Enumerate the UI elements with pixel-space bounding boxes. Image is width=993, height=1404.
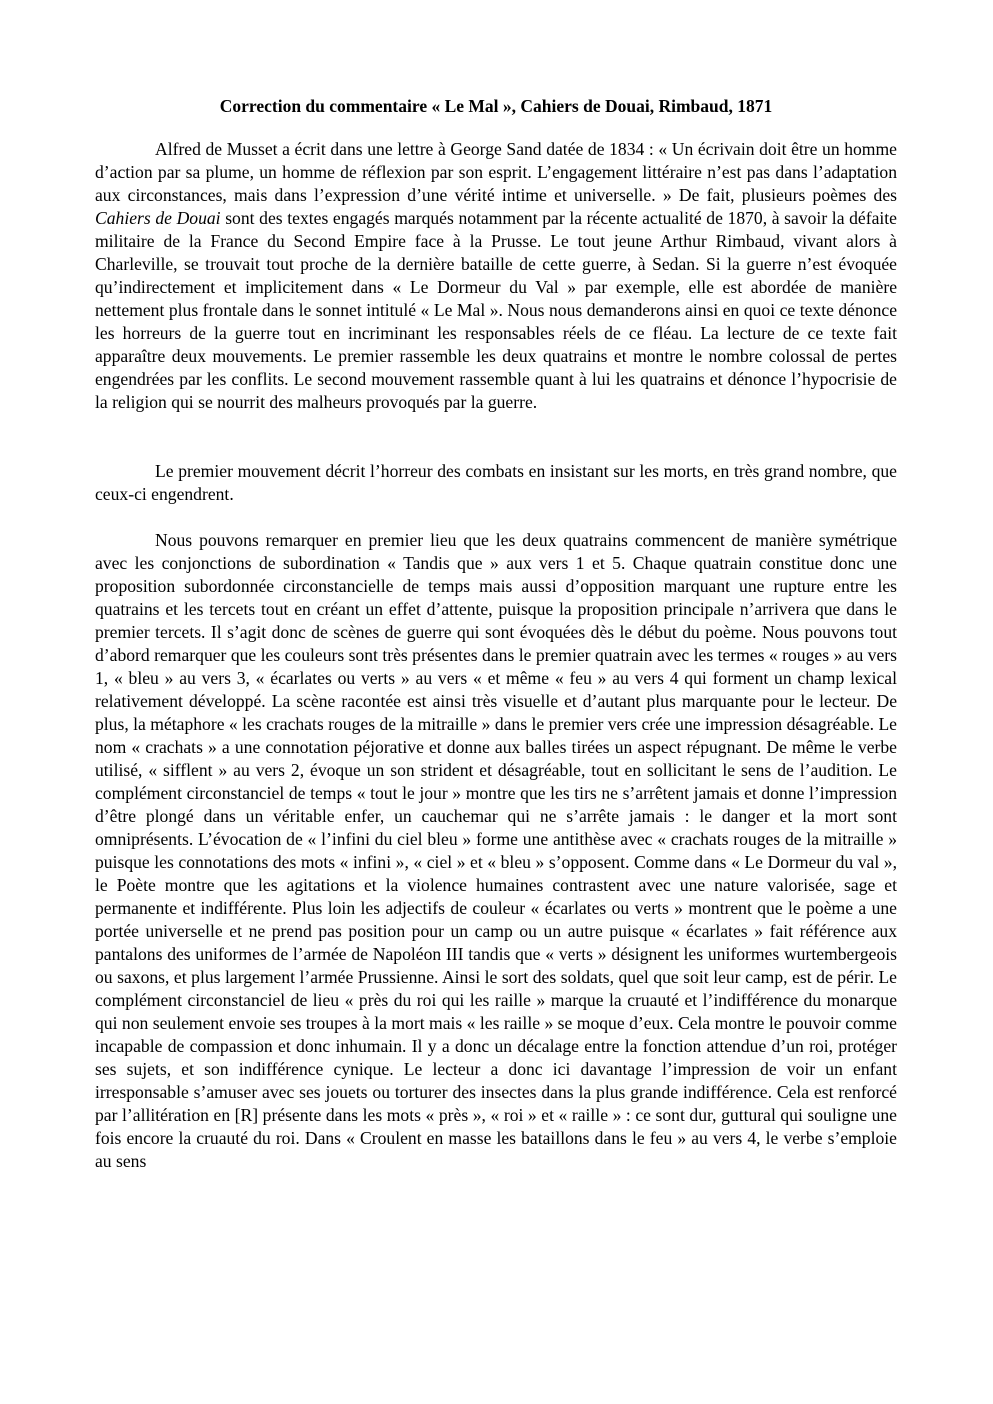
section-spacer — [95, 414, 897, 460]
document-title: Correction du commentaire « Le Mal », Cahiers de Douai, Rimbaud, 1871 — [219, 96, 773, 116]
paragraph-spacer — [95, 506, 897, 529]
intro-text-part2: sont des textes engagés marqués notamment par la récente actualité de 1870, à savoir la défaite militaire de la France du Second Empire face à la Prusse. Le tout jeune Arthur Rimbaud, vivant alors à Charleville, se trouvait tout proche de la dernière bataille de cette guerre, à Sedan. Si la guerre n’est évoquée qu’indirectement et implicitement dans « Le Dormeur du Val » par exemple, elle est abordée de manière nettement plus frontale dans le sonnet intitulé « Le Mal ». Nous nous demanderons ainsi en quoi ce texte dénonce les horreurs de la guerre tout en incriminant les responsables réels de ce fléau. La lecture de ce texte fait apparaître deux mouvements. Le premier rassemble les deux quatrains et montre le nombre colossal de pertes engendrées par les conflits. Le second mouvement rassemble quant à lui les quatrains et dénonce l’hypocrisie de la religion qui se nourrit des malheurs provoqués par la guerre. — [95, 208, 897, 412]
intro-text-part1: Alfred de Musset a écrit dans une lettre à George Sand datée de 1834 : « Un écrivain doit être un homme d’action par sa plume, un homme de réflexion par son esprit. L’engagement littéraire n’est pas dans l’adaptation aux circonstances, mais dans l’expression d’une vérité intime et universelle. » De fait, plusieurs poèmes des — [95, 139, 897, 205]
analysis-paragraph: Nous pouvons remarquer en premier lieu que les deux quatrains commencent de manière symétrique avec les conjonctions de subordination « Tandis que » aux vers 1 et 5. Chaque quatrain constitue donc une proposition subordonnée circonstancielle de temps mais aussi d’opposition marquant une rupture entre les quatrains et les tercets tout en créant un effet d’attente, puisque la proposition principale n’arrivera que dans le premier tercets. Il s’agit donc de scènes de guerre qui sont évoquées dès le début du poème. Nous pouvons tout d’abord remarquer que les couleurs sont très présentes dans le premier quatrain avec les termes « rouges » au vers 1, « bleu » au vers 3, « écarlates ou verts » au vers « et même « feu » au vers 4 qui forment un champ lexical relativement développé. La scène racontée est ainsi très visuelle et d’autant plus marquante pour le lecteur. De plus, la métaphore « les crachats rouges de la mitraille » dans le premier vers crée une impression désagréable. Le nom « crachats » a une connotation péjorative et donne aux balles tirées un aspect répugnant. De même le verbe utilisé, « sifflent » au vers 2, évoque un son strident et désagréable, tout en sollicitant le sens de l’audition. Le complément circonstanciel de temps « tout le jour » montre que les tirs ne s’arrêtent jamais et donne l’impression d’être plongé dans un véritable enfer, un cauchemar qui ne s’arrête jamais : le danger et la mort sont omniprésents. L’évocation de « l’infini du ciel bleu » forme une antithèse avec « crachats rouges de la mitraille » puisque les connotations des mots « infini », « ciel » et « bleu » s’opposent. Comme dans « Le Dormeur du val », le Poète montre que les agitations et la violence humaines contrastent avec une nature valorisée, sage et permanente et indifférente. Plus loin les adjectifs de couleur « écarlates ou verts » montrent que le poème a une portée universelle et ne prend pas position pour un camp ou un autre puisque « écarlates » fait référence aux pantalons des uniformes de l’armée de Napoléon III tandis que « verts » désignent les uniformes wurtembergeois ou saxons, et plus largement l’armée Prussienne. Ainsi le sort des soldats, quel que soit leur camp, est de périr. Le complément circonstanciel de lieu « près du roi qui les raille » marque la cruauté et l’indifférence du monarque qui non seulement envoie ses troupes à la mort mais « les raille » se moque d’eux. Cela montre le pouvoir comme incapable de compassion et donc inhumain. Il y a donc un décalage entre la fonction attendue d’un roi, protéger ses sujets, et son indifférence cynique. Le lecteur a donc ici davantage l’impression de voir un enfant irresponsable s’amuser avec ses jouets ou torturer des insectes dans la plus grande indifférence. Cela est renforcé par l’allitération en [R] présente dans les mots « près », « roi » et « raille » : ce sont dur, guttural qui souligne une fois encore la cruauté du roi. Dans « Croulent en masse les bataillons dans le feu » au vers 4, le verbe s’emploie au sens — [95, 530, 897, 1171]
intro-paragraph — [95, 138, 897, 414]
document-page — [95, 95, 897, 1173]
intro-work-title: Cahiers de Douai — [95, 208, 221, 228]
movement-intro-paragraph: Le premier mouvement décrit l’horreur des combats en insistant sur les morts, en très grand nombre, que ceux-ci engendrent. — [95, 461, 897, 504]
